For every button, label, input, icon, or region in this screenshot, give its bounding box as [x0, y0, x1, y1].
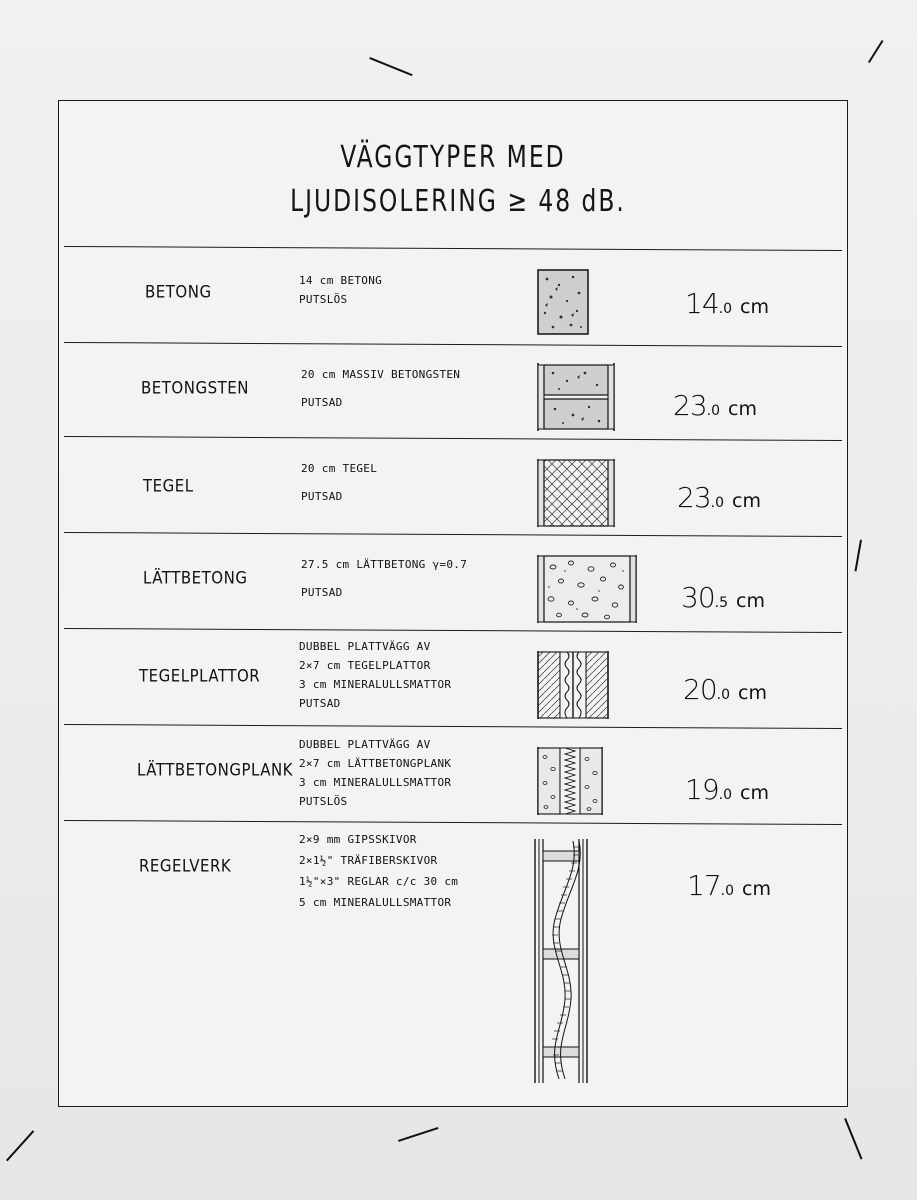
wall-row-betongsten — [59, 347, 847, 440]
wall-name: TEGEL — [143, 475, 194, 497]
wall-thickness: 19.0 cm — [685, 773, 769, 806]
section-brick — [537, 459, 615, 527]
registration-mark — [868, 40, 883, 63]
wall-thickness: 17.0 cm — [687, 869, 771, 902]
wall-name: BETONGSTEN — [141, 377, 249, 399]
wall-description: 20 cm TEGEL PUTSAD — [301, 462, 378, 503]
registration-mark — [845, 1118, 863, 1159]
registration-mark — [6, 1130, 34, 1161]
wall-name: REGELVERK — [139, 855, 232, 877]
wall-description: 27.5 cm LÄTTBETONG γ=0.7 PUTSAD — [301, 558, 468, 599]
wall-row-lattbetong — [59, 537, 847, 630]
wall-description: 2×9 mm GIPSSKIVOR 2×1½" TRÄFIBERSKIVOR 1½"×3" REGLAR c/c 30 cm 5 cm MINERALULLSMATTOR — [299, 833, 459, 909]
wall-thickness: 30.5 cm — [681, 581, 765, 614]
section-concrete — [537, 269, 589, 335]
wall-thickness: 20.0 cm — [683, 673, 767, 706]
wall-row-tegel — [59, 441, 847, 534]
wall-description: 20 cm MASSIV BETONGSTEN PUTSAD — [301, 368, 461, 409]
section-concrete-block — [537, 363, 615, 431]
section-lightweight-planks — [537, 747, 603, 815]
page-title — [59, 140, 847, 220]
drawing-sheet — [58, 100, 848, 1107]
wall-description: DUBBEL PLATTVÄGG AV 2×7 cm LÄTTBETONGPLANK 3 cm MINERALULLSMATTOR PUTSLÖS — [299, 738, 452, 808]
section-brick-tiles — [537, 651, 609, 719]
wall-thickness: 23.0 cm — [677, 481, 761, 514]
registration-mark — [398, 1127, 438, 1141]
wall-thickness: 23.0 cm — [673, 389, 757, 422]
registration-mark — [855, 540, 862, 572]
wall-row-betong — [59, 251, 847, 344]
wall-name: LÄTTBETONG — [143, 567, 248, 589]
section-lightweight-concrete — [537, 555, 637, 623]
wall-thickness: 14.0 cm — [685, 287, 769, 320]
wall-name: TEGELPLATTOR — [139, 665, 261, 687]
title-line-1: VÄGGTYPER MED — [340, 140, 566, 176]
wall-name: LÄTTBETONGPLANK — [137, 759, 294, 781]
wall-name: BETONG — [145, 281, 212, 303]
section-timber-frame — [533, 839, 589, 1083]
title-line-2: LJUDISOLERING ≥ 48 dB. — [290, 184, 626, 220]
wall-row-tegelplattor — [59, 633, 847, 726]
wall-description: DUBBEL PLATTVÄGG AV 2×7 cm TEGELPLATTOR 3 cm MINERALULLSMATTOR PUTSAD — [299, 640, 452, 710]
wall-row-lattbetongplank — [59, 729, 847, 822]
wall-row-regelverk — [59, 825, 847, 1105]
registration-mark — [369, 57, 412, 76]
wall-description: 14 cm BETONG PUTSLÖS — [299, 274, 383, 306]
